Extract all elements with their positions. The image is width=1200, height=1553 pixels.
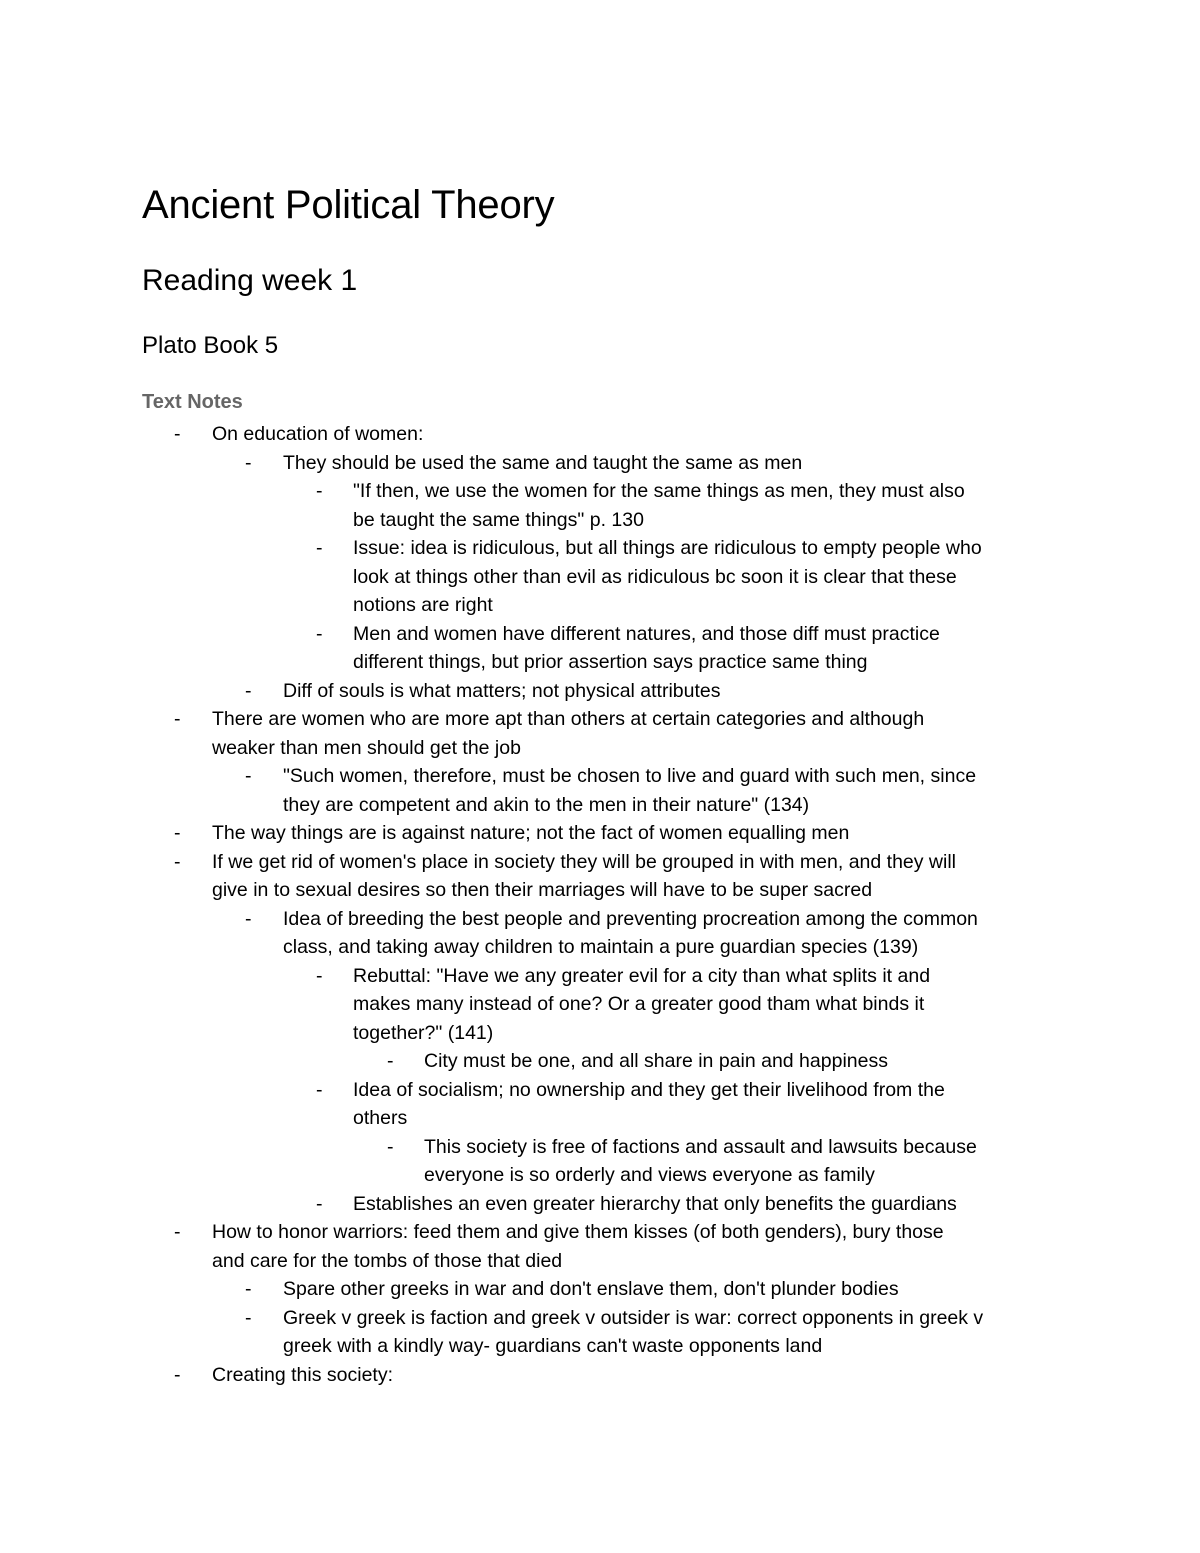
list-item-continuation <box>0 876 1200 905</box>
bullet-dash: - <box>245 765 252 787</box>
list-item-text: Idea of socialism; no ownership and they get their livelihood from the <box>353 1078 945 1101</box>
list-item <box>0 762 1200 791</box>
list-item-continuation <box>0 648 1200 677</box>
list-item <box>0 620 1200 649</box>
list-item-text: Creating this society: <box>212 1363 393 1386</box>
list-item <box>0 705 1200 734</box>
list-item-text: They should be used the same and taught the same as men <box>283 451 803 474</box>
list-item-text: If we get rid of women's place in society they will be grouped in with men, and they will <box>212 850 957 873</box>
list-item-text: Idea of breeding the best people and preventing procreation among the common <box>283 907 978 930</box>
bullet-dash: - <box>174 850 181 873</box>
list-item-text: notions are right <box>353 594 493 616</box>
list-item <box>0 1304 1200 1333</box>
list-item-text: This society is free of factions and assault and lawsuits because <box>424 1135 977 1158</box>
list-item-text: Issue: idea is ridiculous, but all things are ridiculous to empty people who <box>353 537 982 559</box>
list-item-continuation <box>0 563 1200 592</box>
list-item <box>0 819 1200 848</box>
list-item-continuation <box>0 591 1200 620</box>
bullet-dash: - <box>316 537 323 559</box>
list-item-text: City must be one, and all share in pain and happiness <box>424 1050 888 1072</box>
list-item <box>0 1218 1200 1247</box>
list-item-text: Men and women have different natures, and those diff must practice <box>353 622 940 645</box>
list-item-text: weaker than men should get the job <box>212 736 521 759</box>
list-item <box>0 1047 1200 1076</box>
list-item-continuation <box>0 1104 1200 1133</box>
list-item-continuation <box>0 1161 1200 1190</box>
list-item-text: Establishes an even greater hierarchy that only benefits the guardians <box>353 1192 957 1215</box>
list-item-continuation <box>0 1019 1200 1048</box>
document-title: Ancient Political Theory <box>142 183 555 227</box>
list-item <box>0 1190 1200 1219</box>
list-item-text: greek with a kindly way- guardians can't waste opponents land <box>283 1335 823 1357</box>
list-item <box>0 1133 1200 1162</box>
list-item <box>0 677 1200 706</box>
list-item-text: everyone is so orderly and views everyone as family <box>424 1164 875 1186</box>
list-item-continuation <box>0 933 1200 962</box>
heading-plato-book: Plato Book 5 <box>142 332 279 359</box>
list-item-text: Spare other greeks in war and don't enslave them, don't plunder bodies <box>283 1278 899 1300</box>
bullet-dash: - <box>174 708 181 730</box>
list-item <box>0 905 1200 934</box>
list-item-text: The way things are is against nature; not the fact of women equalling men <box>212 822 850 844</box>
list-item-continuation <box>0 1247 1200 1276</box>
bullet-dash: - <box>245 1306 252 1329</box>
bullet-dash: - <box>174 1363 181 1386</box>
bullet-dash: - <box>174 1221 181 1243</box>
bullet-dash: - <box>245 907 252 930</box>
bullet-dash: - <box>174 423 181 445</box>
list-item <box>0 848 1200 877</box>
list-item <box>0 1275 1200 1304</box>
list-item <box>0 449 1200 478</box>
bullet-dash: - <box>316 964 323 987</box>
list-item-text: be taught the same things" p. 130 <box>353 508 644 531</box>
list-item <box>0 1076 1200 1105</box>
list-item <box>0 534 1200 563</box>
bullet-dash: - <box>316 480 323 502</box>
list-item-text: How to honor warriors: feed them and give them kisses (of both genders), bury those <box>212 1221 944 1243</box>
list-item-text: Greek v greek is faction and greek v outsider is war: correct opponents in greek v <box>283 1306 984 1329</box>
heading-reading-week: Reading week 1 <box>142 264 358 297</box>
list-item <box>0 420 1200 449</box>
bullet-dash: - <box>316 1078 323 1101</box>
heading-text-notes: Text Notes <box>142 391 243 413</box>
bullet-dash: - <box>387 1050 394 1072</box>
list-item-text: they are competent and akin to the men in their nature" (134) <box>283 793 810 816</box>
bullet-dash: - <box>245 1278 252 1300</box>
bullet-dash: - <box>316 622 323 645</box>
list-item-text: and care for the tombs of those that died <box>212 1249 563 1272</box>
list-item-continuation <box>0 734 1200 763</box>
list-item-continuation <box>0 791 1200 820</box>
list-item-continuation <box>0 1332 1200 1361</box>
list-item-text: others <box>353 1107 408 1129</box>
bullet-dash: - <box>245 679 252 702</box>
bullet-dash: - <box>387 1135 394 1158</box>
list-item-text: together?" (141) <box>353 1021 494 1044</box>
list-item-text: "If then, we use the women for the same things as men, they must also <box>353 480 965 502</box>
notes-list <box>0 420 1200 1389</box>
list-item <box>0 477 1200 506</box>
list-item-continuation <box>0 506 1200 535</box>
list-item-text: Rebuttal: "Have we any greater evil for a city than what splits it and <box>353 964 931 987</box>
list-item-text: Diff of souls is what matters; not physical attributes <box>283 679 721 702</box>
bullet-dash: - <box>245 451 252 474</box>
list-item-text: makes many instead of one? Or a greater good tham what binds it <box>353 993 925 1015</box>
bullet-dash: - <box>316 1192 323 1215</box>
list-item <box>0 962 1200 991</box>
bullet-dash: - <box>174 822 181 844</box>
list-item-text: class, and taking away children to maintain a pure guardian species (139) <box>283 936 919 958</box>
list-item-text: On education of women: <box>212 423 424 445</box>
list-item <box>0 1361 1200 1390</box>
list-item-text: give in to sexual desires so then their marriages will have to be super sacred <box>212 879 873 901</box>
list-item-text: There are women who are more apt than others at certain categories and although <box>212 708 925 730</box>
list-item-continuation <box>0 990 1200 1019</box>
list-item-text: different things, but prior assertion says practice same thing <box>353 651 868 673</box>
list-item-text: look at things other than evil as ridiculous bc soon it is clear that these <box>353 565 957 588</box>
list-item-text: "Such women, therefore, must be chosen to live and guard with such men, since <box>283 765 977 787</box>
